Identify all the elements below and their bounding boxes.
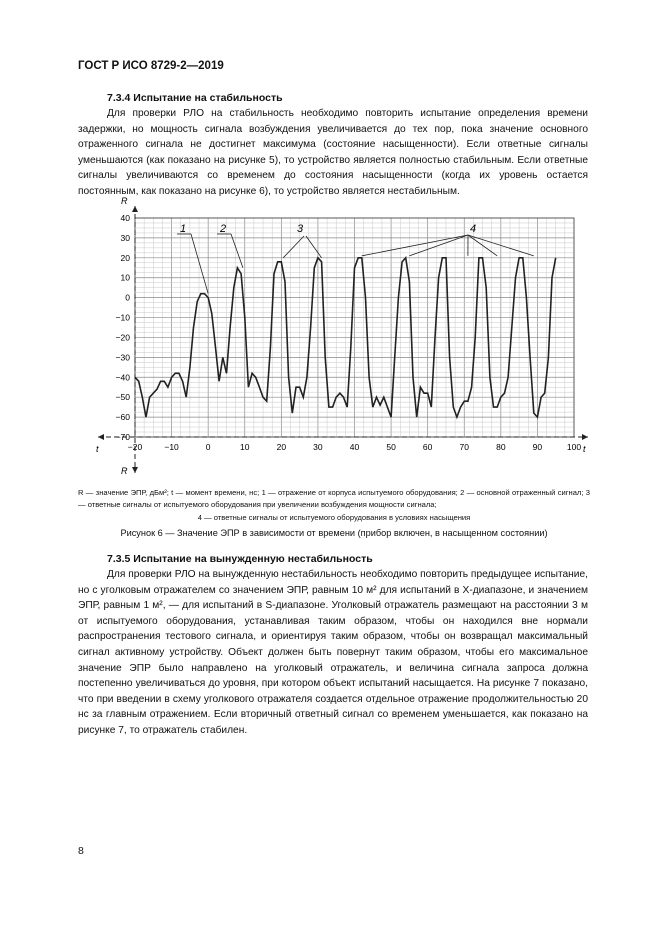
- y-axis-label-top: R: [121, 196, 128, 206]
- y-axis-arrow-top: [132, 206, 138, 212]
- y-tick-label: −20: [115, 332, 130, 343]
- annotation-label: 2: [220, 223, 227, 235]
- x-tick-label: −20: [127, 442, 143, 452]
- x-axis-label-left: t: [96, 444, 99, 454]
- y-tick-label: 20: [120, 252, 130, 263]
- document-header: ГОСТ Р ИСО 8729-2—2019: [78, 60, 224, 72]
- y-axis-arrow-bottom: [132, 467, 138, 473]
- section-heading-7-3-5: 7.3.5 Испытание на вынужденную нестабильность: [107, 553, 373, 565]
- x-tick-label: 0: [205, 442, 211, 452]
- y-tick-label: −30: [115, 352, 130, 363]
- y-axis-label-bottom: R: [121, 466, 128, 476]
- x-tick-label: 50: [386, 442, 396, 452]
- y-tick-label: −10: [115, 312, 130, 323]
- x-axis-arrow-right: [582, 434, 588, 440]
- x-tick-label: 70: [459, 442, 469, 452]
- section-heading-7-3-4: 7.3.4 Испытание на стабильность: [107, 92, 283, 104]
- x-tick-label: −10: [164, 442, 179, 452]
- y-tick-label: −40: [115, 372, 130, 383]
- x-axis-label-right: t: [583, 444, 586, 454]
- paragraph-text: Для проверки РЛО на вынужденную нестабильность необходимо повторить предыдущее испытание, но с уголковым отражателем со значением ЭПР, равным 10 м² для испытаний в X-диапазоне, и значением ЭПР, равным 1 м², — для испытаний в S-диапазоне. Уголковый отражатель размещают на расстоянии 3 м от испытуемого оборудования, устанавливая таким образом, чтобы он находился вне нормали распространения тестового сигнала, и ориентируя таким образом, чтобы он возвращал максимальный сигнал активному устройству. Объект должен быть повернут таким образом, чтобы его максимальное значение ЭПР было направлено на уголковый отражатель, и величина сигнала запроса должна постепенно увеличиваться до уровня, при котором объект испытаний насыщается. На рисунке 7 показано, что при введении в схему уголкового отражателя создается отдельное отражение продолжительностью 20 нс за главным отражением. Если вторичный ответный сигнал со временем уменьшается, как показано на рисунке 7, то отражатель стабилен.: [78, 569, 588, 736]
- x-tick-label: 10: [240, 442, 250, 452]
- paragraph-7-3-5: [78, 567, 588, 739]
- x-tick-label: 30: [313, 442, 323, 452]
- x-tick-label: 40: [349, 442, 360, 452]
- x-tick-label: 20: [276, 442, 287, 452]
- x-tick-label: 100: [566, 442, 582, 452]
- paragraph-7-3-4: [78, 106, 588, 200]
- y-tick-label: −60: [115, 412, 130, 423]
- annotation-label: 3: [297, 223, 304, 235]
- y-tick-label: 30: [120, 232, 130, 243]
- page-number: 8: [78, 845, 84, 857]
- x-axis-arrow-left: [98, 434, 104, 440]
- annotation-label: 4: [470, 223, 477, 235]
- paragraph-text: Для проверки РЛО на стабильность необходимо повторить испытание определения времени задержки, но мощность сигнала возбуждения увеличивается до тех пор, пока значение основного отраженного сигнала не достигнет максимума (состояние насыщенности). Если ответные сигналы уменьшаются (как показано на рисунке 5), то устройство является полностью стабильным. Если ответные сигналы увеличиваются со временем до состояния насыщенности (когда их уровень остается постоянным, как показано на рисунке 6), то устройство является нестабильным.: [78, 108, 588, 197]
- legend-line-1: R — значение ЭПР, дБм²; t — момент времени, нс; 1 — отражение от корпуса испытуемого оборудования; 2 — основной отраженный сигнал; 3 — ответные сигналы от испытуемого оборудования при увеличении возбуждения мощности сигнала;: [78, 488, 590, 510]
- x-tick-label: 90: [532, 442, 543, 452]
- y-tick-label: 40: [120, 213, 130, 223]
- y-tick-label: −50: [115, 392, 130, 403]
- y-tick-label: 10: [120, 272, 130, 283]
- y-tick-label: −70: [115, 432, 130, 442]
- annotation-label: 1: [180, 223, 187, 235]
- x-tick-label: 60: [422, 442, 433, 452]
- figure-legend: [78, 487, 590, 524]
- annotation-leader: [283, 236, 304, 258]
- figure-caption: Рисунок 6 — Значение ЭПР в зависимости от времени (прибор включен, в насыщенном состоянии): [120, 528, 548, 538]
- chart-grid: [135, 218, 574, 437]
- figure-6-chart: [90, 188, 590, 480]
- annotation-leader: [306, 236, 322, 258]
- x-tick-label: 80: [496, 442, 506, 452]
- legend-line-2: 4 — ответные сигналы от испытуемого оборудования в условиях насыщения: [197, 512, 471, 522]
- y-tick-label: 0: [125, 292, 130, 303]
